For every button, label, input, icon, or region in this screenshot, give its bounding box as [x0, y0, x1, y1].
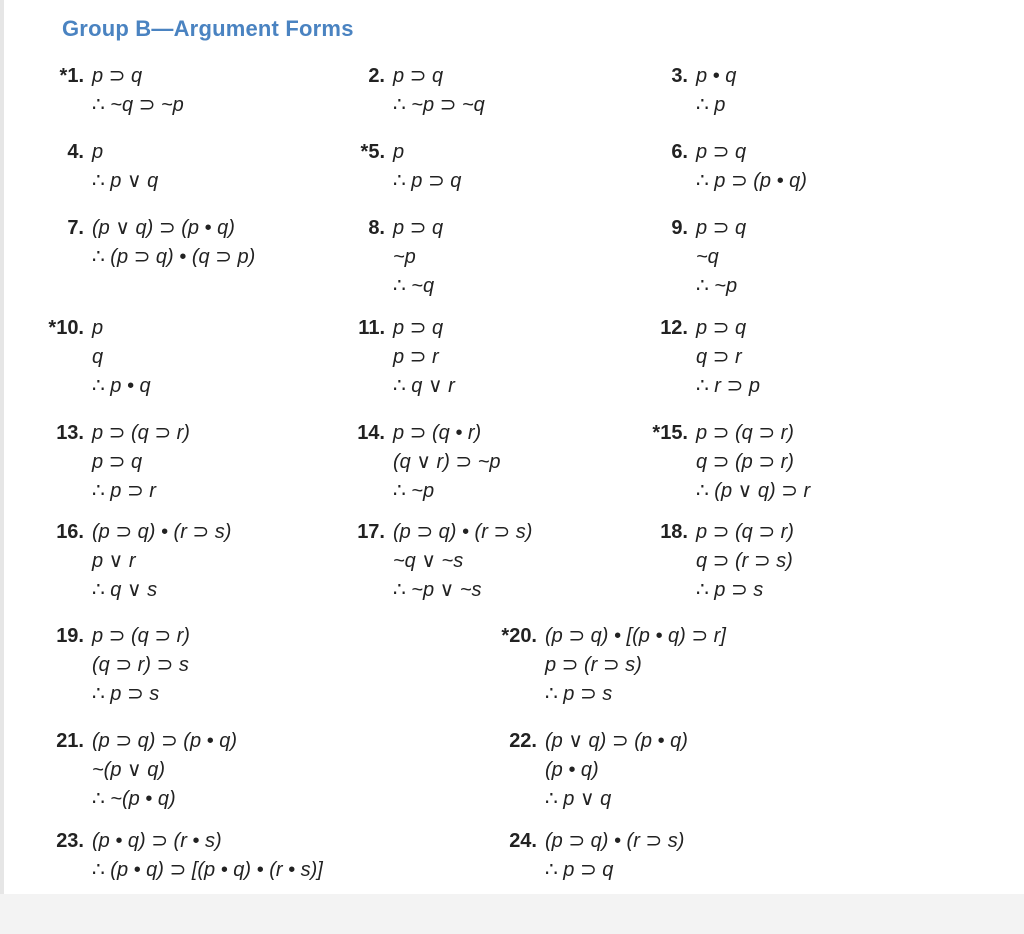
problem-number: 21.: [56, 730, 84, 752]
premise-line: p ⊃ (q ⊃ r): [696, 521, 794, 543]
premise-line: p ⊃ (q ⊃ r): [92, 422, 190, 444]
premise-line: (p ⊃ q) • (r ⊃ s): [393, 521, 533, 543]
premise-line: (p ⊃ q) • (r ⊃ s): [92, 521, 232, 543]
conclusion-line: ∴ p ∨ q: [545, 788, 612, 810]
argument-form-19: [44, 622, 190, 709]
conclusion-line: ∴ ~p ∨ ~s: [393, 579, 482, 601]
premise-line: q ⊃ (p ⊃ r): [696, 451, 794, 473]
conclusion-line: ∴ (p ⊃ q) • (q ⊃ p): [92, 246, 256, 268]
argument-form-1: [44, 62, 184, 120]
argument-lines: [696, 518, 794, 605]
conclusion-line: ∴ ~p: [696, 275, 738, 297]
conclusion-line: ∴ p ⊃ s: [696, 579, 764, 601]
conclusion-line: ∴ r ⊃ p: [696, 375, 760, 397]
argument-lines: [92, 622, 190, 709]
argument-lines: [696, 314, 760, 401]
argument-lines: [393, 214, 443, 301]
argument-form-16: [44, 518, 231, 605]
conclusion-line: ∴ q ∨ r: [393, 375, 455, 397]
argument-form-23: [44, 827, 323, 885]
problem-number: 22.: [509, 730, 537, 752]
argument-lines: [92, 62, 184, 120]
conclusion-line: ∴ p • q: [92, 375, 151, 397]
premise-line: p: [92, 317, 104, 339]
premise-line: p ⊃ q: [696, 217, 747, 239]
premise-line: p ⊃ q: [393, 317, 444, 339]
argument-lines: [92, 419, 190, 506]
argument-lines: [696, 62, 736, 120]
problem-number: 6.: [671, 141, 688, 163]
premise-line: q ⊃ r: [696, 346, 742, 368]
premise-line: (p ⊃ q) • (r ⊃ s): [545, 830, 685, 852]
problem-number: 23.: [56, 830, 84, 852]
premise-line: (q ∨ r) ⊃ ~p: [393, 451, 501, 473]
argument-lines: [92, 138, 158, 196]
problem-number: *20.: [501, 625, 537, 647]
conclusion-line: ∴ ~q: [393, 275, 435, 297]
argument-lines: [393, 419, 501, 506]
conclusion-line: ∴ ~(p • q): [92, 788, 176, 810]
premise-line: p ⊃ r: [393, 346, 439, 368]
premise-line: p ⊃ q: [92, 65, 143, 87]
problem-number: 11.: [358, 317, 385, 339]
page-bottom-band: [0, 894, 1024, 934]
page-left-edge: [0, 0, 4, 934]
conclusion-line: ∴ ~q ⊃ ~p: [92, 94, 184, 116]
argument-form-18: [648, 518, 794, 605]
conclusion-line: ∴ ~p ⊃ ~q: [393, 94, 485, 116]
premise-line: p: [92, 141, 104, 163]
premise-line: (q ⊃ r) ⊃ s: [92, 654, 189, 676]
conclusion-line: ∴ p ⊃ q: [545, 859, 614, 881]
conclusion-line: ∴ p: [696, 94, 726, 116]
premise-line: p ⊃ q: [92, 451, 143, 473]
conclusion-line: ∴ p ⊃ q: [393, 170, 462, 192]
problem-number: *5.: [360, 141, 385, 163]
argument-lines: [393, 138, 461, 196]
argument-lines: [92, 518, 231, 605]
argument-form-7: [44, 214, 255, 272]
argument-lines: [393, 314, 455, 401]
problem-number: 17.: [357, 521, 385, 543]
premise-line: ~p: [393, 246, 416, 268]
premise-line: ~q ∨ ~s: [393, 550, 464, 572]
conclusion-line: ∴ (p • q) ⊃ [(p • q) • (r • s)]: [92, 859, 323, 881]
problem-number: 19.: [56, 625, 84, 647]
argument-lines: [92, 727, 237, 814]
problem-number: 4.: [67, 141, 84, 163]
argument-form-14: [345, 419, 501, 506]
premise-line: p ⊃ q: [696, 317, 747, 339]
premise-line: p • q: [696, 65, 737, 87]
premise-line: q ⊃ (r ⊃ s): [696, 550, 793, 572]
argument-lines: [92, 314, 151, 401]
argument-lines: [696, 214, 746, 301]
conclusion-line: ∴ p ⊃ s: [545, 683, 613, 705]
problem-number: 24.: [509, 830, 537, 852]
argument-form-4: [44, 138, 158, 196]
argument-form-24: [497, 827, 684, 885]
problem-number: 2.: [368, 65, 385, 87]
premise-line: (p ∨ q) ⊃ (p • q): [545, 730, 688, 752]
problem-number: 9.: [671, 217, 688, 239]
premise-line: p ⊃ q: [696, 141, 747, 163]
conclusion-line: ∴ (p ∨ q) ⊃ r: [696, 480, 811, 502]
problem-number: 12.: [660, 317, 688, 339]
argument-form-2: [345, 62, 485, 120]
problem-number: 13.: [56, 422, 84, 444]
argument-form-8: [345, 214, 443, 301]
premise-line: ~(p ∨ q): [92, 759, 165, 781]
conclusion-line: ∴ p ⊃ r: [92, 480, 156, 502]
argument-lines: [393, 62, 485, 120]
premise-line: p ⊃ (q ⊃ r): [92, 625, 190, 647]
argument-lines: [696, 138, 807, 196]
argument-form-17: [345, 518, 532, 605]
argument-lines: [545, 827, 684, 885]
premise-line: (p • q) ⊃ (r • s): [92, 830, 222, 852]
argument-lines: [545, 727, 688, 814]
conclusion-line: ∴ p ⊃ (p • q): [696, 170, 807, 192]
problem-number: 14.: [357, 422, 385, 444]
argument-lines: [393, 518, 532, 605]
argument-form-22: [497, 727, 688, 814]
argument-form-15: [648, 419, 810, 506]
premise-line: p ⊃ q: [393, 65, 444, 87]
problem-number: 16.: [56, 521, 84, 543]
argument-lines: [696, 419, 810, 506]
premise-line: ~q: [696, 246, 719, 268]
argument-lines: [92, 827, 323, 885]
argument-form-10: [44, 314, 151, 401]
premise-line: (p ∨ q) ⊃ (p • q): [92, 217, 235, 239]
problem-number: 7.: [67, 217, 84, 239]
premise-line: (p • q): [545, 759, 599, 781]
section-title: Group B—Argument Forms: [62, 16, 354, 41]
argument-form-12: [648, 314, 760, 401]
premise-line: p ⊃ (r ⊃ s): [545, 654, 642, 676]
problem-number: *1.: [59, 65, 84, 87]
problem-number: 8.: [368, 217, 385, 239]
conclusion-line: ∴ ~p: [393, 480, 435, 502]
argument-lines: [545, 622, 726, 709]
argument-form-13: [44, 419, 190, 506]
premise-line: p ⊃ (q ⊃ r): [696, 422, 794, 444]
conclusion-line: ∴ q ∨ s: [92, 579, 158, 601]
argument-form-6: [648, 138, 807, 196]
premise-line: p ⊃ (q • r): [393, 422, 482, 444]
problem-number: *15.: [652, 422, 688, 444]
conclusion-line: ∴ p ⊃ s: [92, 683, 160, 705]
argument-form-3: [648, 62, 736, 120]
premise-line: p ∨ r: [92, 550, 136, 572]
problem-number: 18.: [660, 521, 688, 543]
premise-line: (p ⊃ q) • [(p • q) ⊃ r]: [545, 625, 726, 647]
problem-number: 3.: [671, 65, 688, 87]
problem-number: *10.: [48, 317, 84, 339]
premise-line: q: [92, 346, 104, 368]
argument-form-21: [44, 727, 237, 814]
argument-form-5: [345, 138, 461, 196]
premise-line: p ⊃ q: [393, 217, 444, 239]
premise-line: (p ⊃ q) ⊃ (p • q): [92, 730, 237, 752]
premise-line: p: [393, 141, 405, 163]
argument-form-20: [497, 622, 726, 709]
conclusion-line: ∴ p ∨ q: [92, 170, 159, 192]
argument-form-11: [345, 314, 455, 401]
argument-lines: [92, 214, 255, 272]
argument-form-9: [648, 214, 746, 301]
